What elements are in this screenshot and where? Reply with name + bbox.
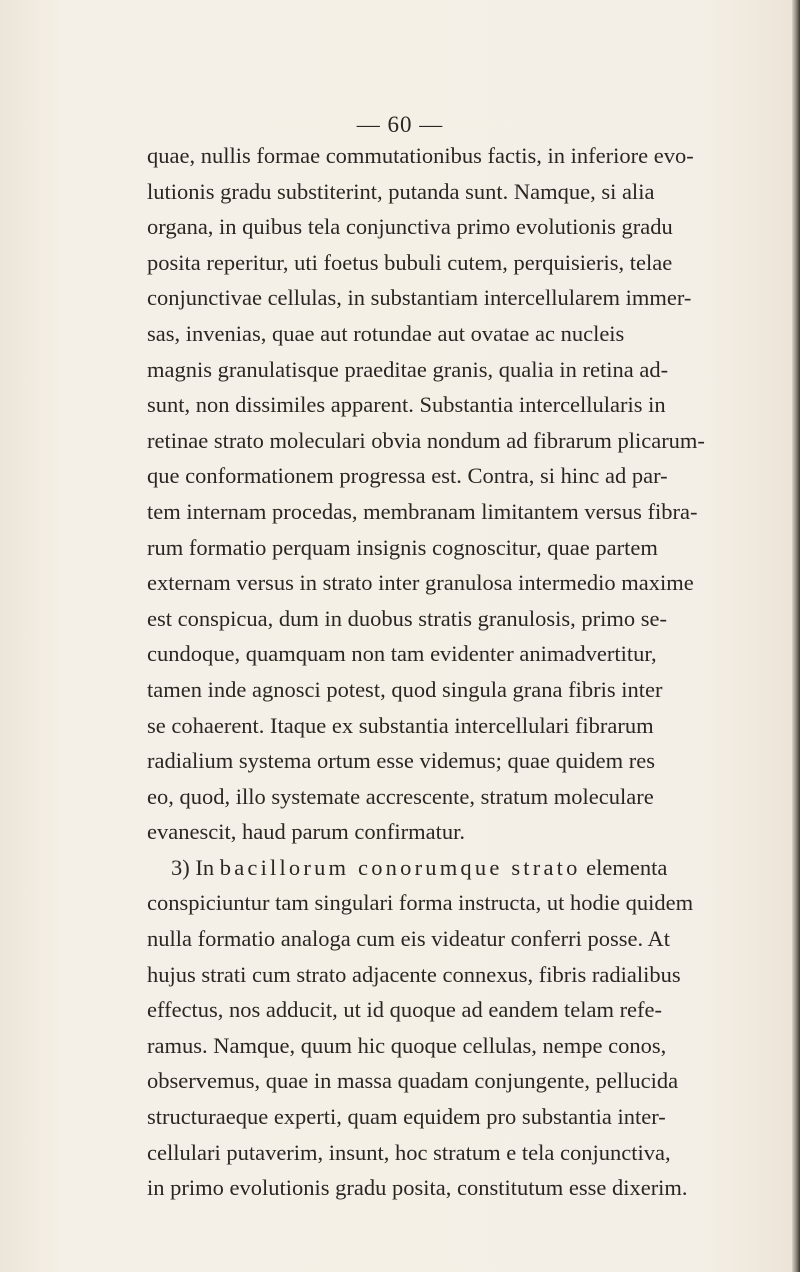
text-line: nulla formatio analoga cum eis videatur conferri posse. At [147, 926, 670, 952]
text-line: observemus, quae in massa quadam conjungente, pellucida [147, 1068, 679, 1094]
text-line: que conformationem progressa est. Contra, si hinc ad par- [147, 463, 668, 489]
text-line: organa, in quibus tela conjunctiva primo evolutionis gradu [147, 214, 673, 240]
text-line: conjunctivae cellulas, in substantiam intercellularem immer- [147, 285, 692, 311]
text-line: sunt, non dissimiles apparent. Substantia intercellularis in [147, 392, 666, 418]
text-line: conspiciuntur tam singulari forma instructa, ut hodie quidem [147, 890, 694, 916]
body-text [147, 138, 799, 1206]
text-line: lutionis gradu substiterint, putanda sunt. Namque, si alia [147, 178, 655, 204]
text-line: rum formatio perquam insignis cognoscitur, quae partem [147, 534, 658, 560]
text-line: in primo evolutionis gradu posita, constitutum esse dixerim. [147, 1175, 688, 1201]
text-line: cellulari putaverim, insunt, hoc stratum e tela conjunctiva, [147, 1139, 671, 1165]
text-line: se cohaerent. Itaque ex substantia intercellulari fibrarum [147, 712, 654, 738]
text-fragment: elementa [580, 854, 668, 880]
section-number: 3) In [171, 854, 220, 880]
text-line: posita reperitur, uti foetus bubuli cutem, perquisieris, telae [147, 249, 673, 275]
text-line: externam versus in strato inter granulosa intermedio maxime [147, 570, 694, 596]
text-line: sas, invenias, quae aut rotundae aut ovatae ac nucleis [147, 320, 625, 346]
text-line: tamen inde agnosci potest, quod singula grana fibris inter [147, 676, 663, 702]
text-line: magnis granulatisque praeditae granis, qualia in retina ad- [147, 356, 669, 382]
spaced-emphasis: bacillorum conorumque strato [219, 854, 581, 880]
text-line: est conspicua, dum in duobus stratis granulosis, primo se- [147, 605, 667, 631]
text-line: structuraeque experti, quam equidem pro substantia inter- [147, 1104, 666, 1130]
text-line: quae, nullis formae commutationibus factis, in inferiore evo- [147, 143, 694, 168]
text-line: hujus strati cum strato adjacente connexus, fibris radialibus [147, 961, 681, 987]
text-line: effectus, nos adducit, ut id quoque ad eandem telam refe- [147, 997, 663, 1023]
text-line: radialium systema ortum esse videmus; quae quidem res [147, 748, 656, 774]
section-heading-line [147, 850, 799, 886]
text-line: retinae strato moleculari obvia nondum ad fibrarum plicarum- [147, 427, 705, 453]
text-line: tem internam procedas, membranam limitantem versus fibra- [147, 498, 698, 524]
text-line: cundoque, quamquam non tam evidenter animadvertitur, [147, 641, 657, 667]
text-line: evanescit, haud parum confirmatur. [147, 819, 466, 845]
page-number: — 60 — [356, 112, 444, 137]
text-line: ramus. Namque, quum hic quoque cellulas, nempe conos, [147, 1032, 667, 1058]
text-line: eo, quod, illo systemate accrescente, stratum moleculare [147, 783, 654, 809]
